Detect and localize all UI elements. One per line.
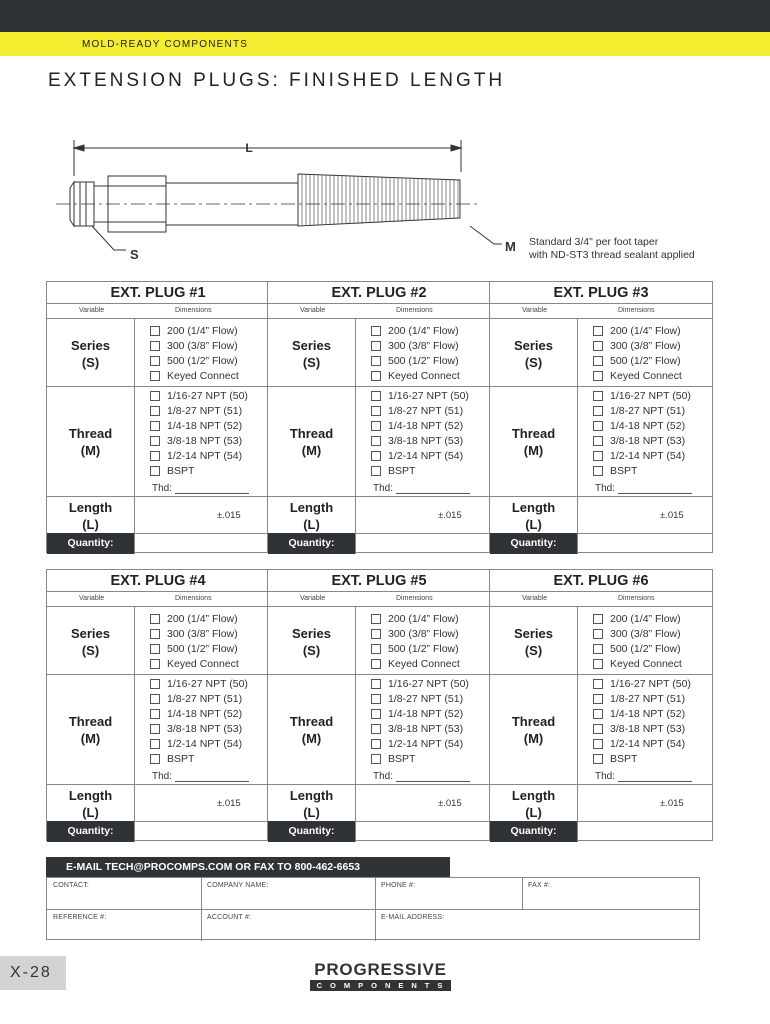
checkbox[interactable]	[150, 356, 160, 366]
checkbox[interactable]	[150, 724, 160, 734]
thd-label: Thd:	[152, 771, 173, 782]
series-label: Series (S)	[513, 338, 554, 370]
series-option[interactable]	[150, 641, 239, 656]
thd-input-line[interactable]	[396, 781, 470, 782]
checkbox[interactable]	[593, 436, 603, 446]
series-option[interactable]	[593, 656, 682, 671]
length-tolerance: ±.015	[438, 510, 462, 521]
series-option[interactable]	[150, 338, 239, 353]
thread-option[interactable]	[371, 448, 469, 463]
plug-nose	[70, 182, 74, 226]
thread-option-label: 1/16-27 NPT (50)	[610, 389, 691, 402]
order-banner: E-MAIL TECH@PROCOMPS.COM OR FAX TO 800-462-6653	[46, 857, 450, 877]
thread-label: Thread (M)	[68, 714, 113, 746]
checkbox[interactable]	[593, 326, 603, 336]
checkbox[interactable]	[371, 341, 381, 351]
ext-plug-title: EXT. PLUG #6	[490, 570, 712, 592]
thread-option-label: 1/2-14 NPT (54)	[388, 737, 464, 750]
page-number: X-28	[0, 956, 66, 990]
checkbox[interactable]	[593, 679, 603, 689]
thread-option-label: 1/8-27 NPT (51)	[610, 692, 686, 705]
checkbox[interactable]	[593, 754, 603, 764]
length-label: Length (L)	[511, 788, 556, 820]
thd-input-line[interactable]	[618, 493, 692, 494]
series-option[interactable]	[593, 626, 682, 641]
ext-plug-card-1	[46, 281, 270, 553]
ext-plug-title: EXT. PLUG #3	[490, 282, 712, 304]
taper-note	[529, 236, 695, 262]
ext-plug-card-6	[489, 569, 713, 841]
variable-header: Variable	[300, 307, 326, 314]
checkbox[interactable]	[593, 644, 603, 654]
series-option-label: 300 (3/8” Flow)	[167, 627, 238, 640]
checkbox[interactable]	[593, 709, 603, 719]
variable-header: Variable	[522, 307, 548, 314]
section-label: MOLD-READY COMPONENTS	[82, 39, 249, 50]
contact-field[interactable]: CONTACT:	[53, 882, 90, 889]
length-tolerance: ±.015	[660, 510, 684, 521]
length-tolerance: ±.015	[438, 798, 462, 809]
thd-input-line[interactable]	[175, 781, 249, 782]
thd-input-line[interactable]	[396, 493, 470, 494]
email-address-field[interactable]: E-MAIL ADDRESS:	[381, 914, 445, 921]
checkbox[interactable]	[150, 614, 160, 624]
thread-option[interactable]	[371, 751, 469, 766]
series-option[interactable]	[150, 353, 239, 368]
thread-option[interactable]	[150, 721, 248, 736]
checkbox[interactable]	[371, 754, 381, 764]
checkbox[interactable]	[150, 754, 160, 764]
thread-label: Thread (M)	[289, 714, 334, 746]
thread-option-label: 1/4-18 NPT (52)	[388, 419, 464, 432]
checkbox[interactable]	[150, 679, 160, 689]
ext-plug-title: EXT. PLUG #2	[268, 282, 490, 304]
quantity-label: Quantity:	[490, 533, 577, 554]
thd-label: Thd:	[595, 483, 616, 494]
thread-option[interactable]	[371, 403, 469, 418]
thread-option[interactable]	[593, 676, 691, 691]
thread-option-label: 1/4-18 NPT (52)	[610, 419, 686, 432]
phone-field[interactable]: PHONE #:	[381, 882, 416, 889]
checkbox[interactable]	[150, 709, 160, 719]
thread-option-label: 1/2-14 NPT (54)	[167, 449, 243, 462]
thread-options	[371, 388, 469, 478]
thd-label: Thd:	[373, 483, 394, 494]
series-options	[150, 611, 239, 671]
series-label: Series (S)	[70, 626, 111, 658]
thread-option-label: BSPT	[610, 752, 638, 765]
dimensions-header: Dimensions	[396, 595, 433, 602]
checkbox[interactable]	[593, 356, 603, 366]
thread-option[interactable]	[371, 706, 469, 721]
thread-option-label: 1/4-18 NPT (52)	[167, 707, 243, 720]
ext-plug-card-3	[489, 281, 713, 553]
thd-label: Thd:	[595, 771, 616, 782]
thread-option-label: BSPT	[388, 752, 416, 765]
series-label: Series (S)	[70, 338, 111, 370]
thread-label: Thread (M)	[289, 426, 334, 458]
thread-option[interactable]	[593, 448, 691, 463]
variable-header: Variable	[79, 595, 105, 602]
checkbox[interactable]	[593, 724, 603, 734]
top-bar	[0, 0, 770, 32]
taper-note-line-2: with ND-ST3 thread sealant applied	[529, 249, 695, 261]
thd-label: Thd:	[152, 483, 173, 494]
quantity-label: Quantity:	[47, 533, 134, 554]
series-option[interactable]	[371, 626, 460, 641]
thread-option-label: 1/4-18 NPT (52)	[167, 419, 243, 432]
thread-option[interactable]	[150, 736, 248, 751]
thread-option[interactable]	[593, 721, 691, 736]
checkbox[interactable]	[371, 371, 381, 381]
thread-options	[593, 388, 691, 478]
series-option[interactable]	[150, 323, 239, 338]
checkbox[interactable]	[371, 694, 381, 704]
series-option[interactable]	[593, 338, 682, 353]
length-tolerance: ±.015	[660, 798, 684, 809]
thread-option[interactable]	[150, 433, 248, 448]
thread-option-label: 1/4-18 NPT (52)	[388, 707, 464, 720]
series-option-label: Keyed Connect	[167, 657, 239, 670]
thread-option-label: 1/8-27 NPT (51)	[388, 692, 464, 705]
series-option-label: 300 (3/8” Flow)	[388, 339, 459, 352]
checkbox[interactable]	[371, 406, 381, 416]
thd-label: Thd:	[373, 771, 394, 782]
ext-plug-title: EXT. PLUG #1	[47, 282, 269, 304]
account-field[interactable]: ACCOUNT #:	[207, 914, 252, 921]
checkbox[interactable]	[593, 466, 603, 476]
thread-option[interactable]	[593, 706, 691, 721]
length-tolerance: ±.015	[217, 798, 241, 809]
thread-option-label: 1/2-14 NPT (54)	[388, 449, 464, 462]
series-option-label: 500 (1/2” Flow)	[167, 642, 238, 655]
series-option[interactable]	[593, 353, 682, 368]
series-option-label: Keyed Connect	[388, 369, 460, 382]
checkbox[interactable]	[593, 694, 603, 704]
dimension-l-arrow-right	[451, 145, 461, 151]
dimensions-header: Dimensions	[175, 307, 212, 314]
checkbox[interactable]	[371, 629, 381, 639]
series-option-label: 300 (3/8” Flow)	[388, 627, 459, 640]
checkbox[interactable]	[150, 421, 160, 431]
length-tolerance: ±.015	[217, 510, 241, 521]
series-option[interactable]	[150, 611, 239, 626]
series-option-label: 200 (1/4” Flow)	[167, 324, 238, 337]
reference-field[interactable]: REFERENCE #:	[53, 914, 107, 921]
series-options	[371, 323, 460, 383]
variable-header: Variable	[300, 595, 326, 602]
length-label: Length (L)	[289, 500, 334, 532]
thread-option[interactable]	[371, 418, 469, 433]
section-bar	[0, 32, 770, 56]
series-option-label: 500 (1/2” Flow)	[610, 354, 681, 367]
checkbox[interactable]	[150, 371, 160, 381]
checkbox[interactable]	[150, 694, 160, 704]
series-option-label: 500 (1/2” Flow)	[167, 354, 238, 367]
series-label: Series (S)	[291, 338, 332, 370]
checkbox[interactable]	[371, 739, 381, 749]
fax-field[interactable]: FAX #:	[528, 882, 551, 889]
ext-plug-card-4	[46, 569, 270, 841]
thd-input-line[interactable]	[175, 493, 249, 494]
checkbox[interactable]	[371, 436, 381, 446]
thread-option-label: 3/8-18 NPT (53)	[167, 722, 243, 735]
thread-label: Thread (M)	[511, 426, 556, 458]
thread-option-label: 1/4-18 NPT (52)	[610, 707, 686, 720]
checkbox[interactable]	[150, 739, 160, 749]
thread-option[interactable]	[371, 676, 469, 691]
length-label: Length (L)	[289, 788, 334, 820]
thread-option[interactable]	[593, 751, 691, 766]
series-option[interactable]	[150, 368, 239, 383]
series-option-label: 500 (1/2” Flow)	[388, 642, 459, 655]
checkbox[interactable]	[150, 466, 160, 476]
brand-subtitle: COMPONENTS	[310, 980, 451, 991]
thread-option[interactable]	[593, 388, 691, 403]
company-name-field[interactable]: COMPANY NAME:	[207, 882, 269, 889]
thread-option[interactable]	[371, 721, 469, 736]
dimension-l-arrow-left	[74, 145, 84, 151]
series-option-label: 300 (3/8” Flow)	[610, 627, 681, 640]
thread-option-label: 3/8-18 NPT (53)	[388, 722, 464, 735]
leader-m	[470, 226, 502, 244]
thread-option[interactable]	[593, 463, 691, 478]
checkbox[interactable]	[593, 629, 603, 639]
thread-option[interactable]	[593, 691, 691, 706]
thread-option[interactable]	[150, 448, 248, 463]
series-option-label: Keyed Connect	[388, 657, 460, 670]
series-option-label: 200 (1/4” Flow)	[610, 324, 681, 337]
thread-option[interactable]	[150, 706, 248, 721]
thread-option-label: 1/2-14 NPT (54)	[610, 449, 686, 462]
checkbox[interactable]	[593, 391, 603, 401]
thread-option-label: BSPT	[610, 464, 638, 477]
thread-option-label: BSPT	[388, 464, 416, 477]
thread-option-label: BSPT	[167, 464, 195, 477]
series-option-label: 500 (1/2” Flow)	[610, 642, 681, 655]
series-options	[371, 611, 460, 671]
checkbox[interactable]	[371, 614, 381, 624]
thread-option-label: 1/16-27 NPT (50)	[167, 677, 248, 690]
checkbox[interactable]	[150, 659, 160, 669]
quantity-label: Quantity:	[268, 533, 355, 554]
checkbox[interactable]	[593, 341, 603, 351]
series-option[interactable]	[371, 611, 460, 626]
checkbox[interactable]	[371, 391, 381, 401]
series-options	[593, 611, 682, 671]
checkbox[interactable]	[371, 451, 381, 461]
thread-option[interactable]	[593, 403, 691, 418]
series-option-label: Keyed Connect	[610, 657, 682, 670]
quantity-label: Quantity:	[268, 821, 355, 842]
thread-option-label: 1/8-27 NPT (51)	[388, 404, 464, 417]
thread-options	[371, 676, 469, 766]
thread-label: Thread (M)	[511, 714, 556, 746]
thread-option[interactable]	[150, 388, 248, 403]
ext-plug-title: EXT. PLUG #5	[268, 570, 490, 592]
series-option[interactable]	[371, 338, 460, 353]
thread-option[interactable]	[593, 433, 691, 448]
series-option-label: 200 (1/4” Flow)	[610, 612, 681, 625]
thread-option[interactable]	[150, 418, 248, 433]
checkbox[interactable]	[371, 421, 381, 431]
checkbox[interactable]	[150, 406, 160, 416]
checkbox[interactable]	[371, 724, 381, 734]
series-option[interactable]	[150, 626, 239, 641]
thread-option-label: 3/8-18 NPT (53)	[388, 434, 464, 447]
length-label: Length (L)	[68, 500, 113, 532]
checkbox[interactable]	[371, 644, 381, 654]
checkbox[interactable]	[150, 391, 160, 401]
page-title: EXTENSION PLUGS: FINISHED LENGTH	[48, 70, 506, 91]
checkbox[interactable]	[371, 466, 381, 476]
thread-option[interactable]	[593, 736, 691, 751]
thread-option-label: 3/8-18 NPT (53)	[167, 434, 243, 447]
series-option-label: 300 (3/8” Flow)	[610, 339, 681, 352]
thread-option[interactable]	[371, 736, 469, 751]
thread-option-label: 1/16-27 NPT (50)	[610, 677, 691, 690]
series-option[interactable]	[371, 641, 460, 656]
label-s: S	[130, 247, 139, 262]
label-l: L	[245, 141, 253, 155]
quantity-label: Quantity:	[490, 821, 577, 842]
checkbox[interactable]	[150, 326, 160, 336]
dimensions-header: Dimensions	[618, 595, 655, 602]
variable-header: Variable	[79, 307, 105, 314]
ext-plug-card-5	[267, 569, 491, 841]
length-label: Length (L)	[511, 500, 556, 532]
length-label: Length (L)	[68, 788, 113, 820]
checkbox[interactable]	[593, 739, 603, 749]
thread-option-label: 1/16-27 NPT (50)	[388, 677, 469, 690]
series-option-label: 200 (1/4” Flow)	[167, 612, 238, 625]
checkbox[interactable]	[150, 341, 160, 351]
thread-option-label: BSPT	[167, 752, 195, 765]
series-option[interactable]	[371, 353, 460, 368]
thread-option-label: 1/2-14 NPT (54)	[610, 737, 686, 750]
thread-option-label: 1/2-14 NPT (54)	[167, 737, 243, 750]
checkbox[interactable]	[593, 659, 603, 669]
checkbox[interactable]	[593, 451, 603, 461]
thread-options	[593, 676, 691, 766]
variable-header: Variable	[522, 595, 548, 602]
series-option-label: 200 (1/4” Flow)	[388, 612, 459, 625]
checkbox[interactable]	[593, 614, 603, 624]
dimensions-header: Dimensions	[175, 595, 212, 602]
thread-option[interactable]	[150, 691, 248, 706]
series-option[interactable]	[371, 656, 460, 671]
checkbox[interactable]	[371, 326, 381, 336]
series-option[interactable]	[593, 323, 682, 338]
dimensions-header: Dimensions	[396, 307, 433, 314]
thread-option[interactable]	[150, 676, 248, 691]
thread-option[interactable]	[593, 418, 691, 433]
series-label: Series (S)	[291, 626, 332, 658]
thread-option[interactable]	[371, 388, 469, 403]
checkbox[interactable]	[150, 629, 160, 639]
thread-option-label: 1/8-27 NPT (51)	[167, 692, 243, 705]
thread-option[interactable]	[150, 463, 248, 478]
series-option[interactable]	[371, 323, 460, 338]
checkbox[interactable]	[593, 406, 603, 416]
series-options	[593, 323, 682, 383]
series-option-label: Keyed Connect	[167, 369, 239, 382]
thread-label: Thread (M)	[68, 426, 113, 458]
thread-option-label: 1/8-27 NPT (51)	[610, 404, 686, 417]
thread-option[interactable]	[371, 433, 469, 448]
series-option-label: 200 (1/4” Flow)	[388, 324, 459, 337]
checkbox[interactable]	[150, 436, 160, 446]
checkbox[interactable]	[593, 421, 603, 431]
brand-logo	[310, 961, 451, 991]
thread-option-label: 1/8-27 NPT (51)	[167, 404, 243, 417]
thread-option[interactable]	[150, 403, 248, 418]
ext-plug-title: EXT. PLUG #4	[47, 570, 269, 592]
checkbox[interactable]	[593, 371, 603, 381]
thd-input-line[interactable]	[618, 781, 692, 782]
taper-note-line-1: Standard 3/4" per foot taper	[529, 236, 659, 248]
label-m: M	[505, 239, 516, 254]
series-option[interactable]	[593, 641, 682, 656]
series-option[interactable]	[371, 368, 460, 383]
thread-options	[150, 388, 248, 478]
checkbox[interactable]	[150, 644, 160, 654]
checkbox[interactable]	[371, 709, 381, 719]
thread-option-label: 1/16-27 NPT (50)	[388, 389, 469, 402]
series-option-label: 500 (1/2” Flow)	[388, 354, 459, 367]
thread-option[interactable]	[371, 691, 469, 706]
order-info-grid	[46, 877, 700, 940]
series-option[interactable]	[593, 368, 682, 383]
checkbox[interactable]	[371, 356, 381, 366]
series-option-label: 300 (3/8” Flow)	[167, 339, 238, 352]
thread-options	[150, 676, 248, 766]
checkbox[interactable]	[371, 679, 381, 689]
series-option[interactable]	[593, 611, 682, 626]
ext-plug-card-2	[267, 281, 491, 553]
thread-option-label: 1/16-27 NPT (50)	[167, 389, 248, 402]
quantity-label: Quantity:	[47, 821, 134, 842]
series-label: Series (S)	[513, 626, 554, 658]
checkbox[interactable]	[150, 451, 160, 461]
brand-name: PROGRESSIVE	[314, 960, 447, 979]
dimensions-header: Dimensions	[618, 307, 655, 314]
thread-option-label: 3/8-18 NPT (53)	[610, 434, 686, 447]
thread-option[interactable]	[371, 463, 469, 478]
series-option[interactable]	[150, 656, 239, 671]
checkbox[interactable]	[371, 659, 381, 669]
thread-option-label: 3/8-18 NPT (53)	[610, 722, 686, 735]
series-options	[150, 323, 239, 383]
thread-option[interactable]	[150, 751, 248, 766]
series-option-label: Keyed Connect	[610, 369, 682, 382]
